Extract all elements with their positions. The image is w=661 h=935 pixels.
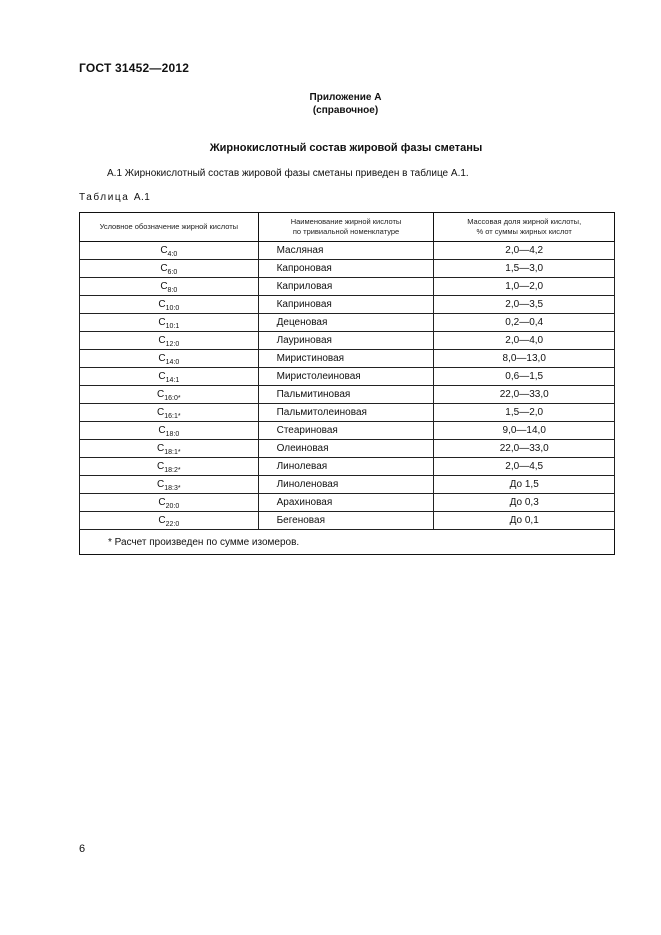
table-header-row [80, 213, 615, 242]
acid-designation-base: C [158, 353, 166, 364]
acid-designation-base: C [157, 407, 165, 418]
acid-name-cell: Олеиновая [258, 440, 434, 458]
mass-fraction-cell: 2,0—4,0 [434, 332, 615, 350]
fatty-acid-table [79, 212, 615, 555]
table-row [80, 440, 615, 458]
acid-designation-base: C [158, 515, 166, 526]
table-row [80, 422, 615, 440]
acid-designation-cell [80, 404, 259, 422]
acid-designation-cell [80, 314, 259, 332]
mass-fraction-cell: 1,0—2,0 [434, 278, 615, 296]
acid-name-cell: Линолевая [258, 458, 434, 476]
acid-designation-base: C [158, 317, 166, 328]
mass-fraction-cell: 2,0—4,2 [434, 242, 615, 260]
acid-designation-base: C [160, 263, 168, 274]
mass-fraction-cell: 0,2—0,4 [434, 314, 615, 332]
acid-designation-cell [80, 350, 259, 368]
table-row [80, 494, 615, 512]
table-footnote-row [80, 530, 615, 555]
mass-fraction-cell: 8,0—13,0 [434, 350, 615, 368]
table-row [80, 314, 615, 332]
acid-designation-cell [80, 332, 259, 350]
acid-designation-cell [80, 278, 259, 296]
acid-designation-subscript: 6:0 [167, 269, 178, 276]
acid-designation-cell [80, 242, 259, 260]
appendix-title: Приложение А [309, 92, 382, 103]
table-row [80, 368, 615, 386]
acid-name-cell: Стеариновая [258, 422, 434, 440]
acid-designation-cell [80, 386, 259, 404]
acid-designation-subscript: 22:0 [165, 521, 180, 528]
acid-designation-base: C [158, 335, 166, 346]
acid-name-cell: Деценовая [258, 314, 434, 332]
acid-designation-base: C [157, 389, 165, 400]
acid-designation-cell [80, 440, 259, 458]
intro-paragraph: А.1 Жирнокислотный состав жировой фазы сметаны приведен в таблице А.1. [107, 168, 469, 179]
acid-designation-subscript: 8:0 [167, 287, 178, 294]
acid-designation-base: C [160, 245, 168, 256]
table-row [80, 404, 615, 422]
header-mass-fraction: Массовая доля жирной кислоты, % от суммы жирных кислот [434, 213, 615, 242]
appendix-note: (справочное) [312, 105, 379, 116]
acid-designation-subscript: 18:0 [165, 431, 180, 438]
mass-fraction-cell: 22,0—33,0 [434, 440, 615, 458]
table-row [80, 278, 615, 296]
acid-name-cell: Масляная [258, 242, 434, 260]
acid-name-cell: Каприновая [258, 296, 434, 314]
table-caption-number: А.1 [133, 192, 151, 203]
acid-designation-cell [80, 260, 259, 278]
acid-designation-subscript: 12:0 [165, 341, 180, 348]
acid-designation-cell [80, 476, 259, 494]
acid-designation-subscript: 14:0 [165, 359, 180, 366]
acid-designation-subscript: 16:0* [164, 395, 181, 402]
acid-designation-subscript: 18:2* [164, 467, 181, 474]
acid-designation-base: C [157, 461, 165, 472]
mass-fraction-cell: 2,0—4,5 [434, 458, 615, 476]
table-caption [79, 192, 150, 203]
acid-name-cell: Пальмитиновая [258, 386, 434, 404]
acid-designation-cell [80, 422, 259, 440]
acid-designation-subscript: 14:1 [165, 377, 180, 384]
mass-fraction-cell: 22,0—33,0 [434, 386, 615, 404]
page-number: 6 [79, 843, 86, 855]
acid-name-cell: Миристиновая [258, 350, 434, 368]
acid-designation-cell [80, 296, 259, 314]
acid-designation-subscript: 16:1* [164, 413, 181, 420]
mass-fraction-cell: 1,5—2,0 [434, 404, 615, 422]
appendix-heading [0, 91, 661, 117]
acid-designation-base: C [158, 299, 166, 310]
acid-name-cell: Лауриновая [258, 332, 434, 350]
acid-name-cell: Линоленовая [258, 476, 434, 494]
acid-designation-base: C [157, 479, 165, 490]
table-row [80, 386, 615, 404]
acid-name-cell: Пальмитолеиновая [258, 404, 434, 422]
acid-designation-subscript: 10:1 [165, 323, 180, 330]
table-footnote: * Расчет произведен по сумме изомеров. [80, 530, 615, 555]
document-code: ГОСТ 31452—2012 [79, 61, 190, 75]
acid-designation-base: C [157, 443, 165, 454]
table-row [80, 350, 615, 368]
table-row [80, 458, 615, 476]
table-row [80, 242, 615, 260]
table-row [80, 512, 615, 530]
acid-designation-cell [80, 512, 259, 530]
acid-designation-cell [80, 458, 259, 476]
acid-name-cell: Капроновая [258, 260, 434, 278]
table-row [80, 296, 615, 314]
acid-designation-base: C [158, 425, 166, 436]
mass-fraction-cell: До 0,1 [434, 512, 615, 530]
acid-name-cell: Арахиновая [258, 494, 434, 512]
acid-designation-subscript: 18:1* [164, 449, 181, 456]
mass-fraction-cell: До 0,3 [434, 494, 615, 512]
table-row [80, 476, 615, 494]
acid-designation-base: C [158, 371, 166, 382]
acid-designation-base: C [160, 281, 168, 292]
acid-designation-subscript: 20:0 [165, 503, 180, 510]
section-title: Жирнокислотный состав жировой фазы сметаны [209, 142, 483, 154]
header-acid-designation: Условное обозначение жирной кислоты [80, 213, 259, 242]
table-row [80, 332, 615, 350]
mass-fraction-cell: 2,0—3,5 [434, 296, 615, 314]
mass-fraction-cell: 1,5—3,0 [434, 260, 615, 278]
table-caption-label: Таблица [79, 192, 130, 203]
acid-designation-cell [80, 368, 259, 386]
acid-name-cell: Бегеновая [258, 512, 434, 530]
acid-designation-subscript: 10:0 [165, 305, 180, 312]
acid-designation-base: C [158, 497, 166, 508]
acid-name-cell: Каприловая [258, 278, 434, 296]
table-row [80, 260, 615, 278]
mass-fraction-cell: До 1,5 [434, 476, 615, 494]
mass-fraction-cell: 9,0—14,0 [434, 422, 615, 440]
acid-designation-subscript: 18:3* [164, 485, 181, 492]
acid-designation-subscript: 4:0 [167, 251, 178, 258]
acid-designation-cell [80, 494, 259, 512]
mass-fraction-cell: 0,6—1,5 [434, 368, 615, 386]
acid-name-cell: Миристолеиновая [258, 368, 434, 386]
header-trivial-name: Наименование жирной кислоты по тривиальной номенклатуре [258, 213, 434, 242]
